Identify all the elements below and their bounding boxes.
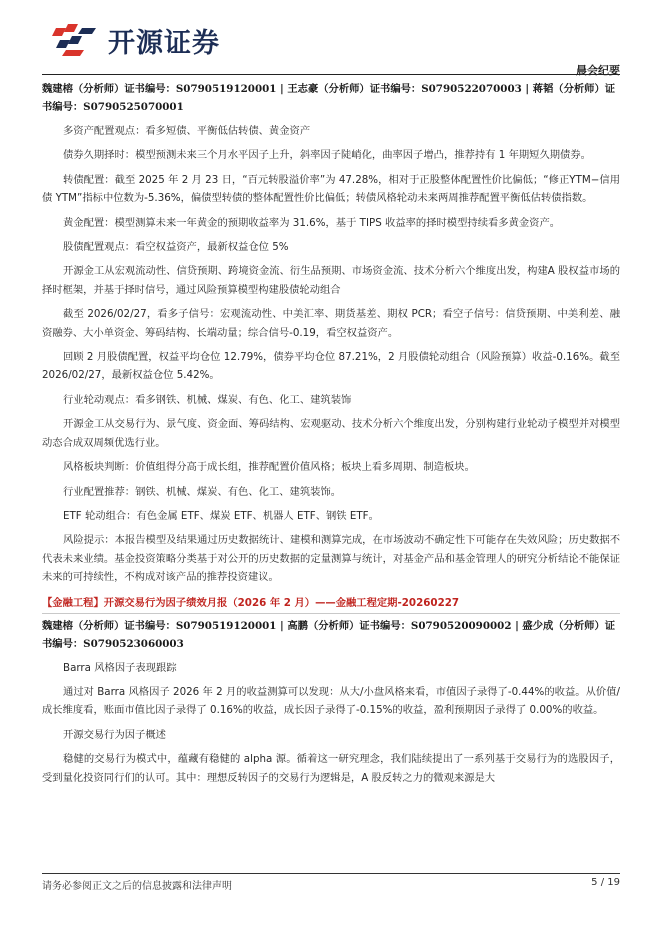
section2-title: 【金融工程】开源交易行为因子绩效月报（2026 年 2 月）——金融工程定期-20260227 bbox=[42, 594, 620, 614]
section1-paragraph: 黄金配置：模型测算未来一年黄金的预期收益率为 31.6%，基于 TIPS 收益率的择时模型持续看多黄金资产。 bbox=[63, 216, 561, 229]
brand-logo-mark-icon bbox=[52, 20, 102, 60]
footer-divider bbox=[42, 873, 620, 874]
section1-paragraph: 股债配置观点：看空权益资产，最新权益仓位 5% bbox=[63, 241, 289, 254]
section1-risk-warning: 风险提示：本报告模型及结果通过历史数据统计、建模和测算完成，在市场波动不确定性下可能存在失效风险；历史数据不代表未来业绩。基金投资策略分类基于对公开的历史数据的定量测算与统计，对基金产品和基金管理人的研究分析结论不能保证未来的可持续性，不构成对该产品的推荐投资建议。 bbox=[42, 534, 620, 584]
section1-paragraph: 转债配置：截至 2025 年 2 月 23 日，“百元转股溢价率”为 47.28%，相对于正股整体配置性价比偏低；“修正YTM−信用债 YTM”指标中位数为-5.36%，偏债型转债的整体配置性价比偏低；转债风格轮动未来两周推荐配置平衡低估转债指数。 bbox=[42, 173, 620, 205]
section2-authors: 魏建榕（分析师）证书编号：S0790519120001 | 高鹏（分析师）证书编号：S0790520090002 | 盛少成（分析师）证书编号：S0790523060003 bbox=[42, 619, 616, 650]
header-divider bbox=[42, 74, 620, 75]
section2-paragraph: 通过对 Barra 风格因子 2026 年 2 月的收益测算可以发现：从大/小盘风格来看，市值因子录得了-0.44%的收益。从价值/成长维度看，账面市值比因子录得了 0.16%的收益，成长因子录得了-0.15%的收益，盈利预期因子录得了 0.00%的收益。 bbox=[42, 685, 620, 717]
section1-paragraph: 开源金工从交易行为、景气度、资金面、筹码结构、宏观驱动、技术分析六个维度出发，分别构建行业轮动子模型并对模型动态合成双周频优选行业。 bbox=[42, 418, 620, 449]
section1-paragraph: ETF 轮动组合：有色金属 ETF、煤炭 ETF、机器人 ETF、钢铁 ETF。 bbox=[63, 509, 379, 522]
section1-paragraph: 行业轮动观点：看多钢铁、机械、煤炭、有色、化工、建筑装饰 bbox=[63, 393, 352, 406]
section1-paragraph: 债券久期择时：模型预测未来三个月水平因子上升，斜率因子陡峭化，曲率因子增凸，推荐持有 1 年期短久期债券。 bbox=[63, 149, 591, 162]
section2-paragraph: Barra 风格因子表现跟踪 bbox=[63, 661, 177, 674]
section1-paragraph: 多资产配置观点：看多短债、平衡低估转债、黄金资产 bbox=[63, 125, 311, 137]
section1-paragraph: 回顾 2 月股债配置，权益平均仓位 12.79%，债券平均仓位 87.21%，2 月股债轮动组合（风险预算）收益-0.16%。截至 2026/02/27，最新权益仓位 5.42%。 bbox=[42, 351, 620, 382]
page-content bbox=[42, 80, 620, 793]
section1-paragraph: 风格板块判断：价值组得分高于成长组，推荐配置价值风格；板块上看多周期、制造板块。 bbox=[63, 461, 475, 474]
footer-disclaimer: 请务必参阅正文之后的信息披露和法律声明 bbox=[42, 881, 232, 892]
section2-paragraph: 开源交易行为因子概述 bbox=[63, 728, 166, 741]
section1-paragraph: 行业配置推荐：钢铁、机械、煤炭、有色、化工、建筑装饰。 bbox=[63, 485, 342, 498]
section1-authors: 魏建榕（分析师）证书编号：S0790519120001 | 王志豪（分析师）证书编号：S0790522070003 | 蒋韬（分析师）证书编号：S0790525070001 bbox=[42, 83, 616, 113]
report-type-label: 晨会纪要 bbox=[576, 64, 620, 77]
section1-paragraph: 截至 2026/02/27，看多子信号：宏观流动性、中美汇率、期货基差、期权 PCR；看空子信号：信贷预期、中美利差、融资融券、大小单资金、筹码结构、长端动量；综合信号-0.19，看空权益资产。 bbox=[42, 308, 620, 339]
section2-paragraph: 稳健的交易行为模式中，蕴藏有稳健的 alpha 源。循着这一研究理念，我们陆续提出了一系列基于交易行为的选股因子，受到量化投资同行们的认可。其中：理想反转因子的交易行为逻辑是，A 股反转之力的微观来源是大 bbox=[42, 753, 620, 784]
section1-paragraph: 开源金工从宏观流动性、信贷预期、跨境资金流、衍生品预期、市场资金流、技术分析六个维度出发，构建A 股权益市场的择时框架，并基于择时信号，通过风险预算模型构建股债轮动组合 bbox=[42, 265, 620, 296]
page-number: 5 / 19 bbox=[591, 877, 620, 888]
brand-name: 开源证券 bbox=[108, 27, 220, 59]
brand-logo bbox=[52, 20, 220, 60]
